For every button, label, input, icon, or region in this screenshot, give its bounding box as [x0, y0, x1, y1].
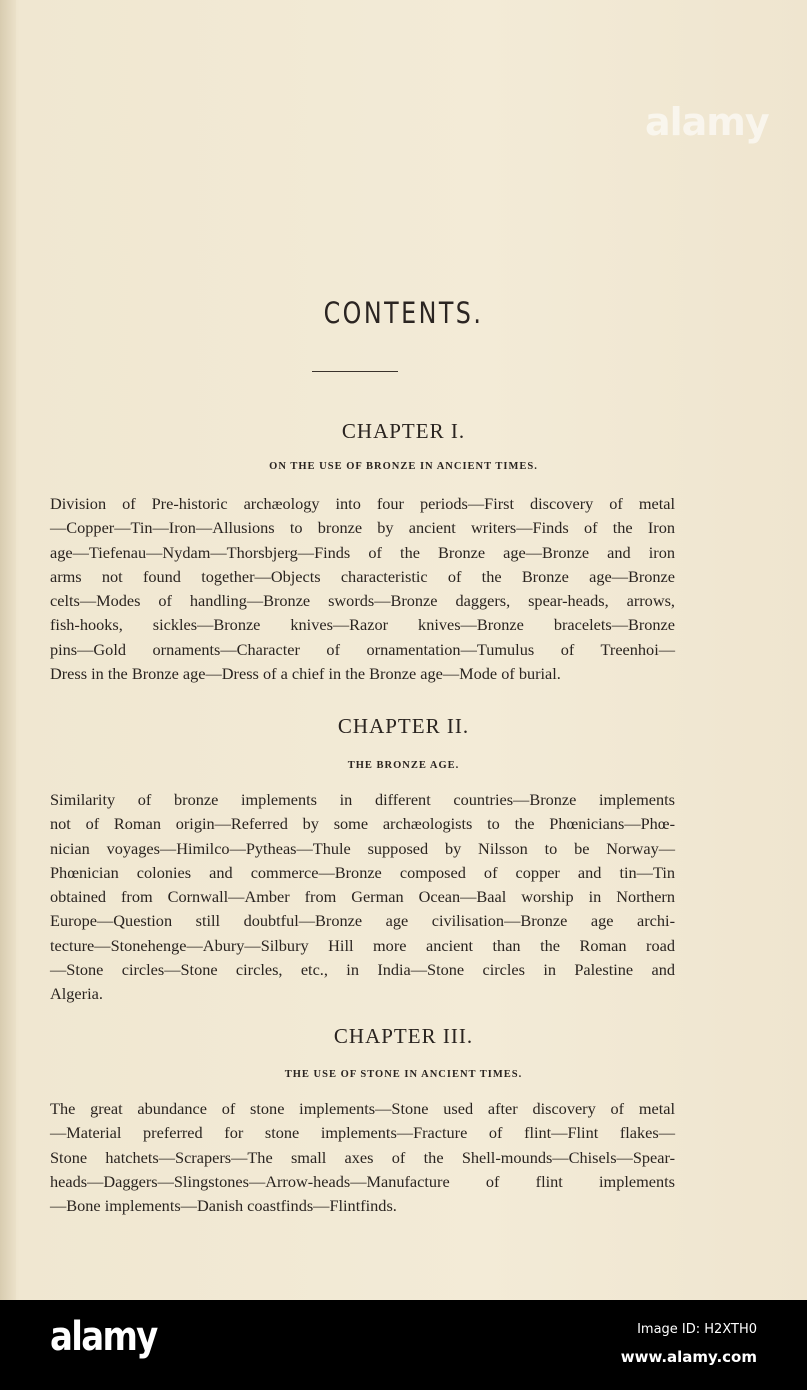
- chapter-summary: [50, 1097, 675, 1218]
- summary-line: Dress in the Bronze age—Dress of a chief in the Bronze age—Mode of burial.: [50, 664, 561, 684]
- watermark: alamy: [645, 100, 769, 144]
- page-edge: [0, 0, 16, 1300]
- chapter-subtitle: ON THE USE OF BRONZE IN ANCIENT TIMES.: [269, 461, 538, 472]
- chapter-subtitle: THE USE OF STONE IN ANCIENT TIMES.: [284, 1069, 523, 1080]
- summary-line: Europe—Question still doubtful—Bronze age civilisation—Bronze age archi-: [50, 911, 675, 931]
- summary-line: Algeria.: [50, 984, 103, 1004]
- summary-line: arms not found together—Objects characteristic of the Bronze age—Bronze: [50, 566, 675, 586]
- chapter-heading: CHAPTER II.: [337, 714, 470, 738]
- summary-line: tecture—Stonehenge—Abury—Silbury Hill more ancient than the Roman road: [50, 935, 675, 955]
- summary-line: fish-hooks, sickles—Bronze knives—Razor knives—Bronze bracelets—Bronze: [50, 615, 675, 635]
- alamy-logo: alamy: [50, 1314, 157, 1360]
- summary-line: Phœnician colonies and commerce—Bronze composed of copper and tin—Tin: [50, 862, 675, 882]
- chapter-summary: [50, 492, 675, 686]
- chapter-heading: CHAPTER I.: [341, 419, 466, 443]
- summary-line: celts—Modes of handling—Bronze swords—Bronze daggers, spear-heads, arrows,: [50, 591, 675, 611]
- summary-line: age—Tiefenau—Nydam—Thorsbjerg—Finds of the Bronze age—Bronze and iron: [50, 542, 675, 562]
- summary-line: pins—Gold ornaments—Character of ornamentation—Tumulus of Treenhoi—: [50, 639, 675, 659]
- summary-line: —Copper—Tin—Iron—Allusions to bronze by ancient writers—Finds of the Iron: [50, 518, 675, 538]
- summary-line: nician voyages—Himilco—Pytheas—Thule supposed by Nilsson to be Norway—: [50, 838, 675, 858]
- chapter-summary: [50, 788, 675, 1007]
- chapter-subtitle: THE BRONZE AGE.: [347, 760, 460, 771]
- summary-line: Division of Pre-historic archæology into four periods—First discovery of metal: [50, 494, 675, 513]
- title-rule: [312, 371, 398, 372]
- site-url: www.alamy.com: [620, 1348, 757, 1366]
- summary-line: not of Roman origin—Referred by some archæologists to the Phœnicians—Phœ-: [50, 814, 675, 834]
- summary-line: The great abundance of stone implements—Stone used after discovery of metal: [50, 1099, 675, 1118]
- chapter-heading: CHAPTER III.: [333, 1024, 474, 1048]
- summary-line: —Stone circles—Stone circles, etc., in India—Stone circles in Palestine and: [50, 960, 675, 980]
- summary-line: Stone hatchets—Scrapers—The small axes of the Shell-mounds—Chisels—Spear-: [50, 1147, 675, 1167]
- summary-line: —Bone implements—Danish coastfinds—Flintfinds.: [50, 1196, 397, 1216]
- summary-line: —Material preferred for stone implements—Fracture of flint—Flint flakes—: [50, 1123, 675, 1143]
- footer-bar: [0, 1300, 807, 1390]
- page-title: CONTENTS.: [323, 296, 484, 330]
- image-id: Image ID: H2XTH0: [637, 1322, 757, 1337]
- summary-line: obtained from Cornwall—Amber from German Ocean—Baal worship in Northern: [50, 887, 675, 907]
- summary-line: Similarity of bronze implements in different countries—Bronze implements: [50, 790, 675, 809]
- summary-line: heads—Daggers—Slingstones—Arrow-heads—Manufacture of flint implements: [50, 1171, 675, 1191]
